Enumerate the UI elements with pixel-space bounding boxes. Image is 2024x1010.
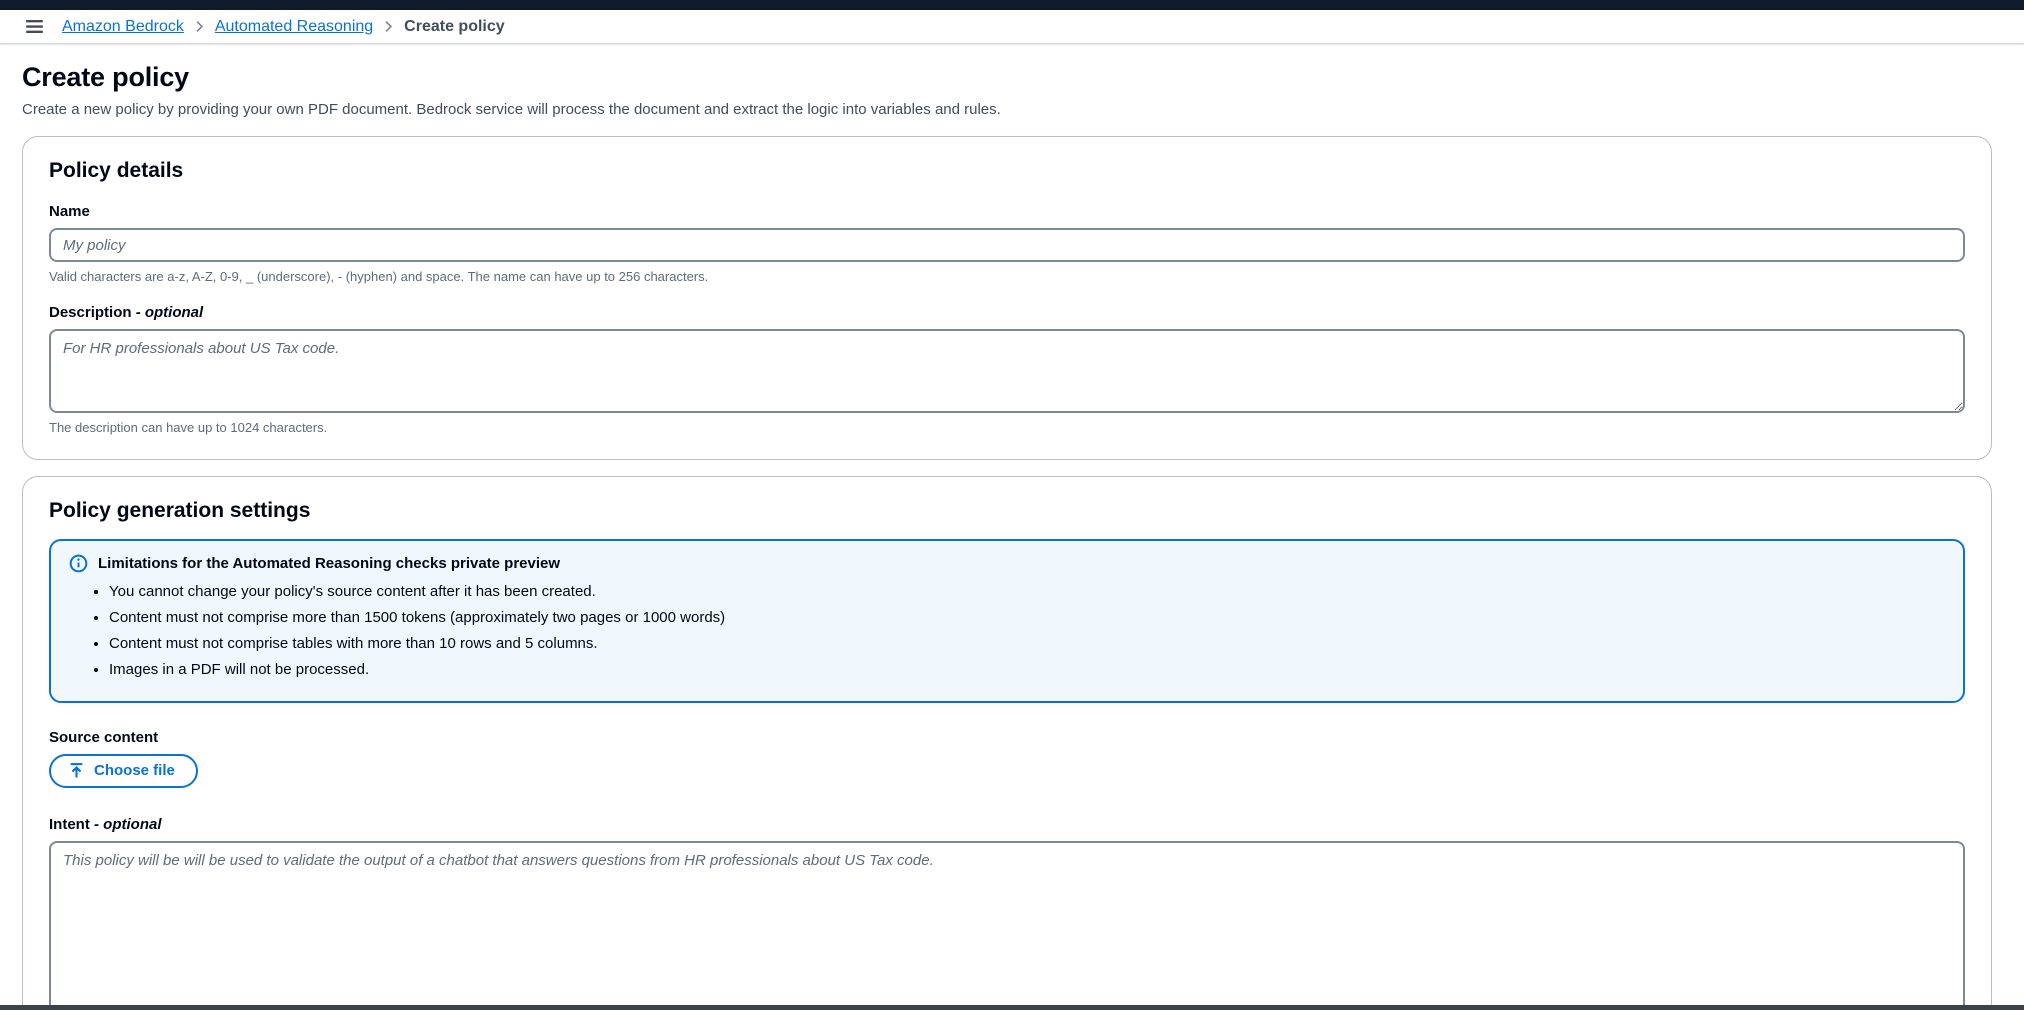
hamburger-menu-icon[interactable] — [24, 17, 44, 37]
page-subtitle: Create a new policy by providing your own PDF document. Bedrock service will process the document and extract the logic into variables and rules. — [22, 101, 1001, 118]
console-top-bar — [0, 0, 2024, 10]
breadcrumb-bar — [0, 10, 2024, 44]
alert-bullet: • Content must not comprise tables with more than 10 rows and 5 columns. — [109, 635, 1945, 652]
breadcrumb-amazon-bedrock[interactable]: Amazon Bedrock — [62, 17, 184, 35]
description-label-text: Description — [49, 304, 132, 321]
chevron-right-icon — [193, 20, 206, 33]
policy-generation-settings-card — [22, 476, 1992, 1010]
source-content-label: Source content — [49, 729, 159, 746]
choose-file-label: Choose file — [94, 762, 175, 779]
upload-icon — [68, 762, 85, 779]
chevron-right-icon — [382, 20, 395, 33]
description-textarea[interactable] — [49, 329, 1965, 413]
info-icon — [69, 554, 88, 573]
name-label: Name — [49, 203, 90, 220]
policy-details-heading: Policy details — [49, 159, 184, 182]
alert-bullet: • Content must not comprise more than 1500 tokens (approximately two pages or 1000 words) — [109, 609, 1945, 626]
page-title: Create policy — [22, 62, 189, 92]
breadcrumb-automated-reasoning[interactable]: Automated Reasoning — [214, 17, 374, 35]
choose-file-button[interactable] — [49, 754, 198, 788]
description-optional-text: - optional — [135, 304, 204, 321]
intent-optional-text: - optional — [94, 816, 162, 833]
limitations-info-alert — [49, 539, 1965, 703]
policy-generation-settings-heading: Policy generation settings — [49, 499, 311, 522]
name-input[interactable] — [49, 228, 1965, 262]
policy-details-card — [22, 136, 1992, 460]
name-helper-text: Valid characters are a-z, A-Z, 0-9, _ (underscore), - (hyphen) and space. The name can have up to 256 characters. — [49, 269, 709, 284]
alert-bullet-list — [69, 583, 1945, 678]
description-label — [49, 304, 1965, 321]
description-helper-text: The description can have up to 1024 characters. — [49, 420, 328, 435]
alert-title: Limitations for the Automated Reasoning checks private preview — [98, 555, 561, 572]
intent-label — [49, 816, 1965, 833]
breadcrumb-create-policy: Create policy — [404, 17, 505, 35]
intent-label-text: Intent — [49, 816, 90, 833]
breadcrumb — [62, 18, 505, 36]
alert-bullet: • Images in a PDF will not be processed. — [109, 661, 1945, 678]
alert-bullet: • You cannot change your policy's source content after it has been created. — [109, 583, 1945, 600]
window-bottom-edge — [0, 1005, 2024, 1010]
intent-textarea[interactable] — [49, 841, 1965, 1010]
main-content — [0, 44, 2024, 1010]
